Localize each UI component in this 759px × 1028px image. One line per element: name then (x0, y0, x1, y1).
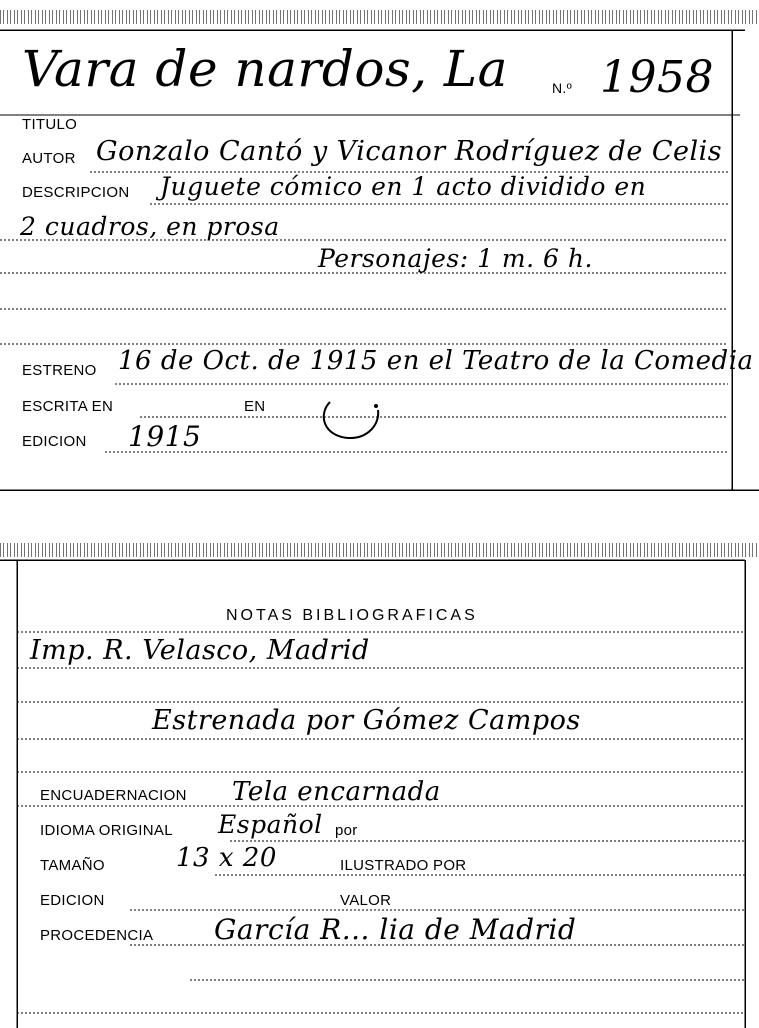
estreno-label: ESTRENO (22, 362, 97, 379)
personajes-value: Personajes: 1 m. 6 h. (318, 244, 593, 273)
number-label: N.º (552, 80, 573, 96)
tamano-value: 13 x 20 (176, 843, 277, 873)
edicion-value: 1915 (128, 420, 202, 453)
edicion-label: EDICION (40, 892, 105, 909)
title-value: Vara de nardos, La (22, 40, 508, 98)
notes-line-1: Imp. R. Velasco, Madrid (30, 635, 370, 666)
en-label: EN (244, 398, 266, 415)
catalog-card-top (0, 0, 759, 500)
descripcion-value-line1: Juguete cómico en 1 acto dividido en (160, 172, 647, 201)
number-value: 1958 (600, 52, 714, 103)
ilustrado-por-label: ILUSTRADO POR (340, 857, 467, 874)
notes-line-2: Estrenada por Gómez Campos (152, 705, 581, 736)
edicion-label: EDICION (22, 433, 87, 450)
encuadernacion-value: Tela encarnada (232, 777, 441, 807)
encuadernacion-label: ENCUADERNACION (40, 787, 187, 804)
autor-value: Gonzalo Cantó y Vicanor Rodríguez de Celis (96, 136, 723, 167)
titulo-label: TITULO (22, 116, 78, 133)
descripcion-label: DESCRIPCION (22, 184, 130, 201)
por-label: por (335, 822, 358, 839)
descripcion-value-line2: 2 cuadros, en prosa (20, 212, 280, 241)
idioma-value: Español (218, 810, 323, 839)
hand-stroke-mark (318, 394, 388, 444)
tamano-label: TAMAÑO (40, 857, 105, 874)
catalog-card-bottom (0, 535, 759, 1028)
procedencia-value: García R... lia de Madrid (214, 913, 577, 946)
escrita-en-label: ESCRITA EN (22, 398, 114, 415)
autor-label: AUTOR (22, 150, 76, 167)
valor-label: VALOR (340, 892, 392, 909)
procedencia-label: PROCEDENCIA (40, 927, 154, 944)
idioma-original-label: IDIOMA ORIGINAL (40, 822, 173, 839)
notas-heading: NOTAS BIBLIOGRAFICAS (226, 607, 478, 624)
estreno-value: 16 de Oct. de 1915 en el Teatro de la Comedia (118, 346, 754, 376)
